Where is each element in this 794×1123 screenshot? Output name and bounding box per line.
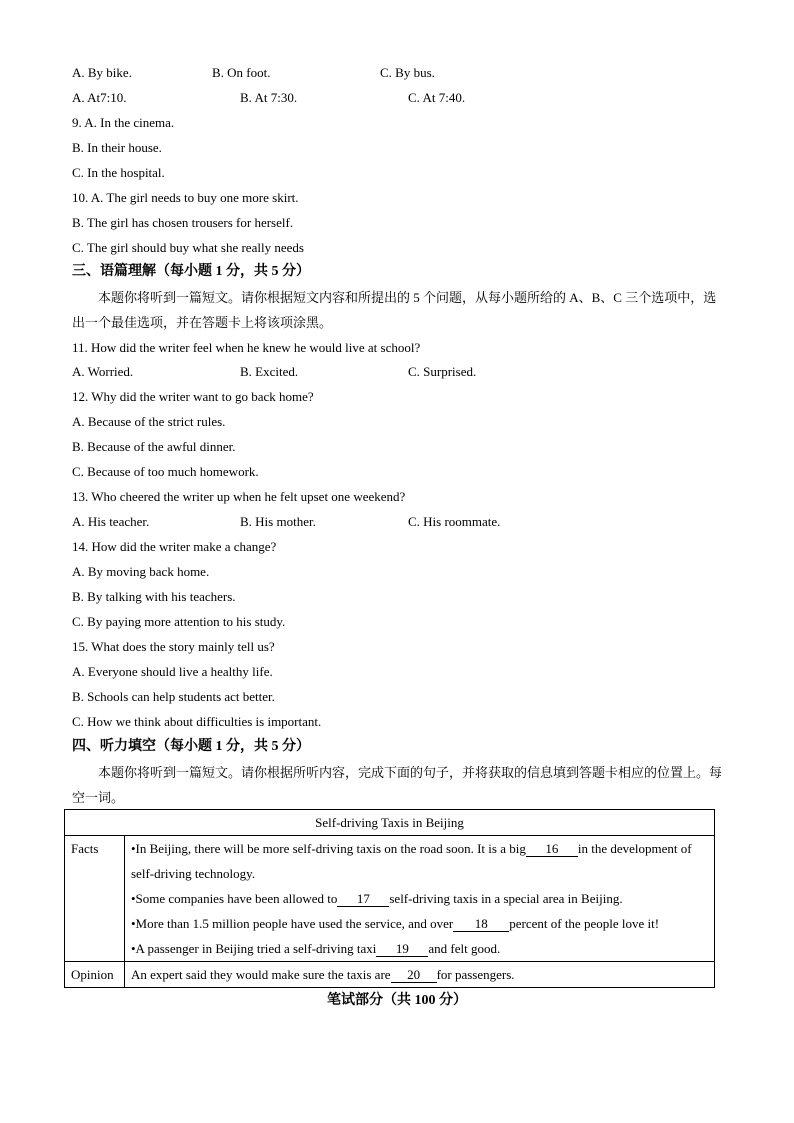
q11-option-c: C. Surprised. xyxy=(408,364,477,379)
q11-option-b: B. Excited. xyxy=(240,364,299,379)
facts-label: Facts xyxy=(65,836,125,962)
q9-option-b: B. In their house. xyxy=(72,140,162,155)
fact-4-text-end: and felt good. xyxy=(428,941,501,956)
q11-question: 11. How did the writer feel when he knew he would live at school? xyxy=(72,340,421,355)
opinion-text: An expert said they would make sure the taxis are xyxy=(131,967,391,982)
blank-17: 17 xyxy=(337,891,389,907)
q13-option-b: B. His mother. xyxy=(240,514,316,529)
fact-3-text: •More than 1.5 million people have used the service, and over xyxy=(131,916,454,931)
q9-option-a: 9. A. In the cinema. xyxy=(72,115,175,130)
q10-option-c: C. The girl should buy what she really needs xyxy=(72,240,304,255)
q9-option-c: C. In the hospital. xyxy=(72,165,165,180)
q12-option-a: A. Because of the strict rules. xyxy=(72,414,226,429)
q8-option-a: A. At7:10. xyxy=(72,90,127,105)
written-section-heading: 笔试部分（共 100 分） xyxy=(327,993,467,1008)
q12-question: 12. Why did the writer want to go back home? xyxy=(72,389,314,404)
blank-20: 20 xyxy=(391,967,437,983)
opinion-label: Opinion xyxy=(65,962,125,988)
q13-question: 13. Who cheered the writer up when he felt upset one weekend? xyxy=(72,489,406,504)
q14-option-a: A. By moving back home. xyxy=(72,564,210,579)
fact-2 xyxy=(131,886,708,911)
q13-option-a: A. His teacher. xyxy=(72,514,150,529)
q12-option-b: B. Because of the awful dinner. xyxy=(72,439,236,454)
info-table xyxy=(64,809,715,988)
fact-3 xyxy=(131,911,708,936)
fact-1 xyxy=(131,836,708,886)
q15-question: 15. What does the story mainly tell us? xyxy=(72,639,275,654)
fact-1-text: •In Beijing, there will be more self-driving taxis on the road soon. It is a big xyxy=(131,841,526,856)
q7-option-c: C. By bus. xyxy=(380,65,435,80)
q15-option-c: C. How we think about difficulties is important. xyxy=(72,714,322,729)
q7-option-a: A. By bike. xyxy=(72,65,132,80)
fact-2-text-end: self-driving taxis in a special area in Beijing. xyxy=(389,891,623,906)
q14-option-c: C. By paying more attention to his study. xyxy=(72,614,286,629)
fact-4-text: •A passenger in Beijing tried a self-driving taxi xyxy=(131,941,377,956)
opinion-text-end: for passengers. xyxy=(436,967,515,982)
section4-instructions: 本题你将听到一篇短文。请你根据所听内容，完成下面的句子，并将获取的信息填到答题卡相应的位置上。每空一词。 xyxy=(72,765,723,805)
q15-option-b: B. Schools can help students act better. xyxy=(72,689,275,704)
section3-instructions: 本题你将听到一篇短文。请你根据短文内容和所提出的 5 个问题，从每小题所给的 A、B、C 三个选项中，选出一个最佳选项，并在答题卡上将该项涂黑。 xyxy=(72,290,717,330)
opinion-cell xyxy=(125,962,715,988)
q7-option-b: B. On foot. xyxy=(212,65,271,80)
q10-option-b: B. The girl has chosen trousers for herself. xyxy=(72,215,294,230)
q8-option-b: B. At 7:30. xyxy=(240,90,298,105)
q12-option-c: C. Because of too much homework. xyxy=(72,464,259,479)
blank-16: 16 xyxy=(526,841,578,857)
facts-cell xyxy=(125,836,715,962)
fact-1-text-end: in the development of self-driving technology. xyxy=(131,841,692,881)
q15-option-a: A. Everyone should live a healthy life. xyxy=(72,664,273,679)
section3-heading: 三、语篇理解（每小题 1 分，共 5 分） xyxy=(72,264,310,279)
q10-option-a: 10. A. The girl needs to buy one more skirt. xyxy=(72,190,299,205)
q14-option-b: B. By talking with his teachers. xyxy=(72,589,236,604)
q14-question: 14. How did the writer make a change? xyxy=(72,539,277,554)
fact-4 xyxy=(131,936,708,961)
fact-2-text: •Some companies have been allowed to xyxy=(131,891,338,906)
table-title: Self-driving Taxis in Beijing xyxy=(65,810,715,836)
fact-3-text-end: percent of the people love it! xyxy=(509,916,660,931)
q13-option-c: C. His roommate. xyxy=(408,514,501,529)
q8-option-c: C. At 7:40. xyxy=(408,90,466,105)
blank-18: 18 xyxy=(453,916,509,932)
q11-option-a: A. Worried. xyxy=(72,364,134,379)
blank-19: 19 xyxy=(376,941,428,957)
section4-heading: 四、听力填空（每小题 1 分，共 5 分） xyxy=(72,739,310,754)
